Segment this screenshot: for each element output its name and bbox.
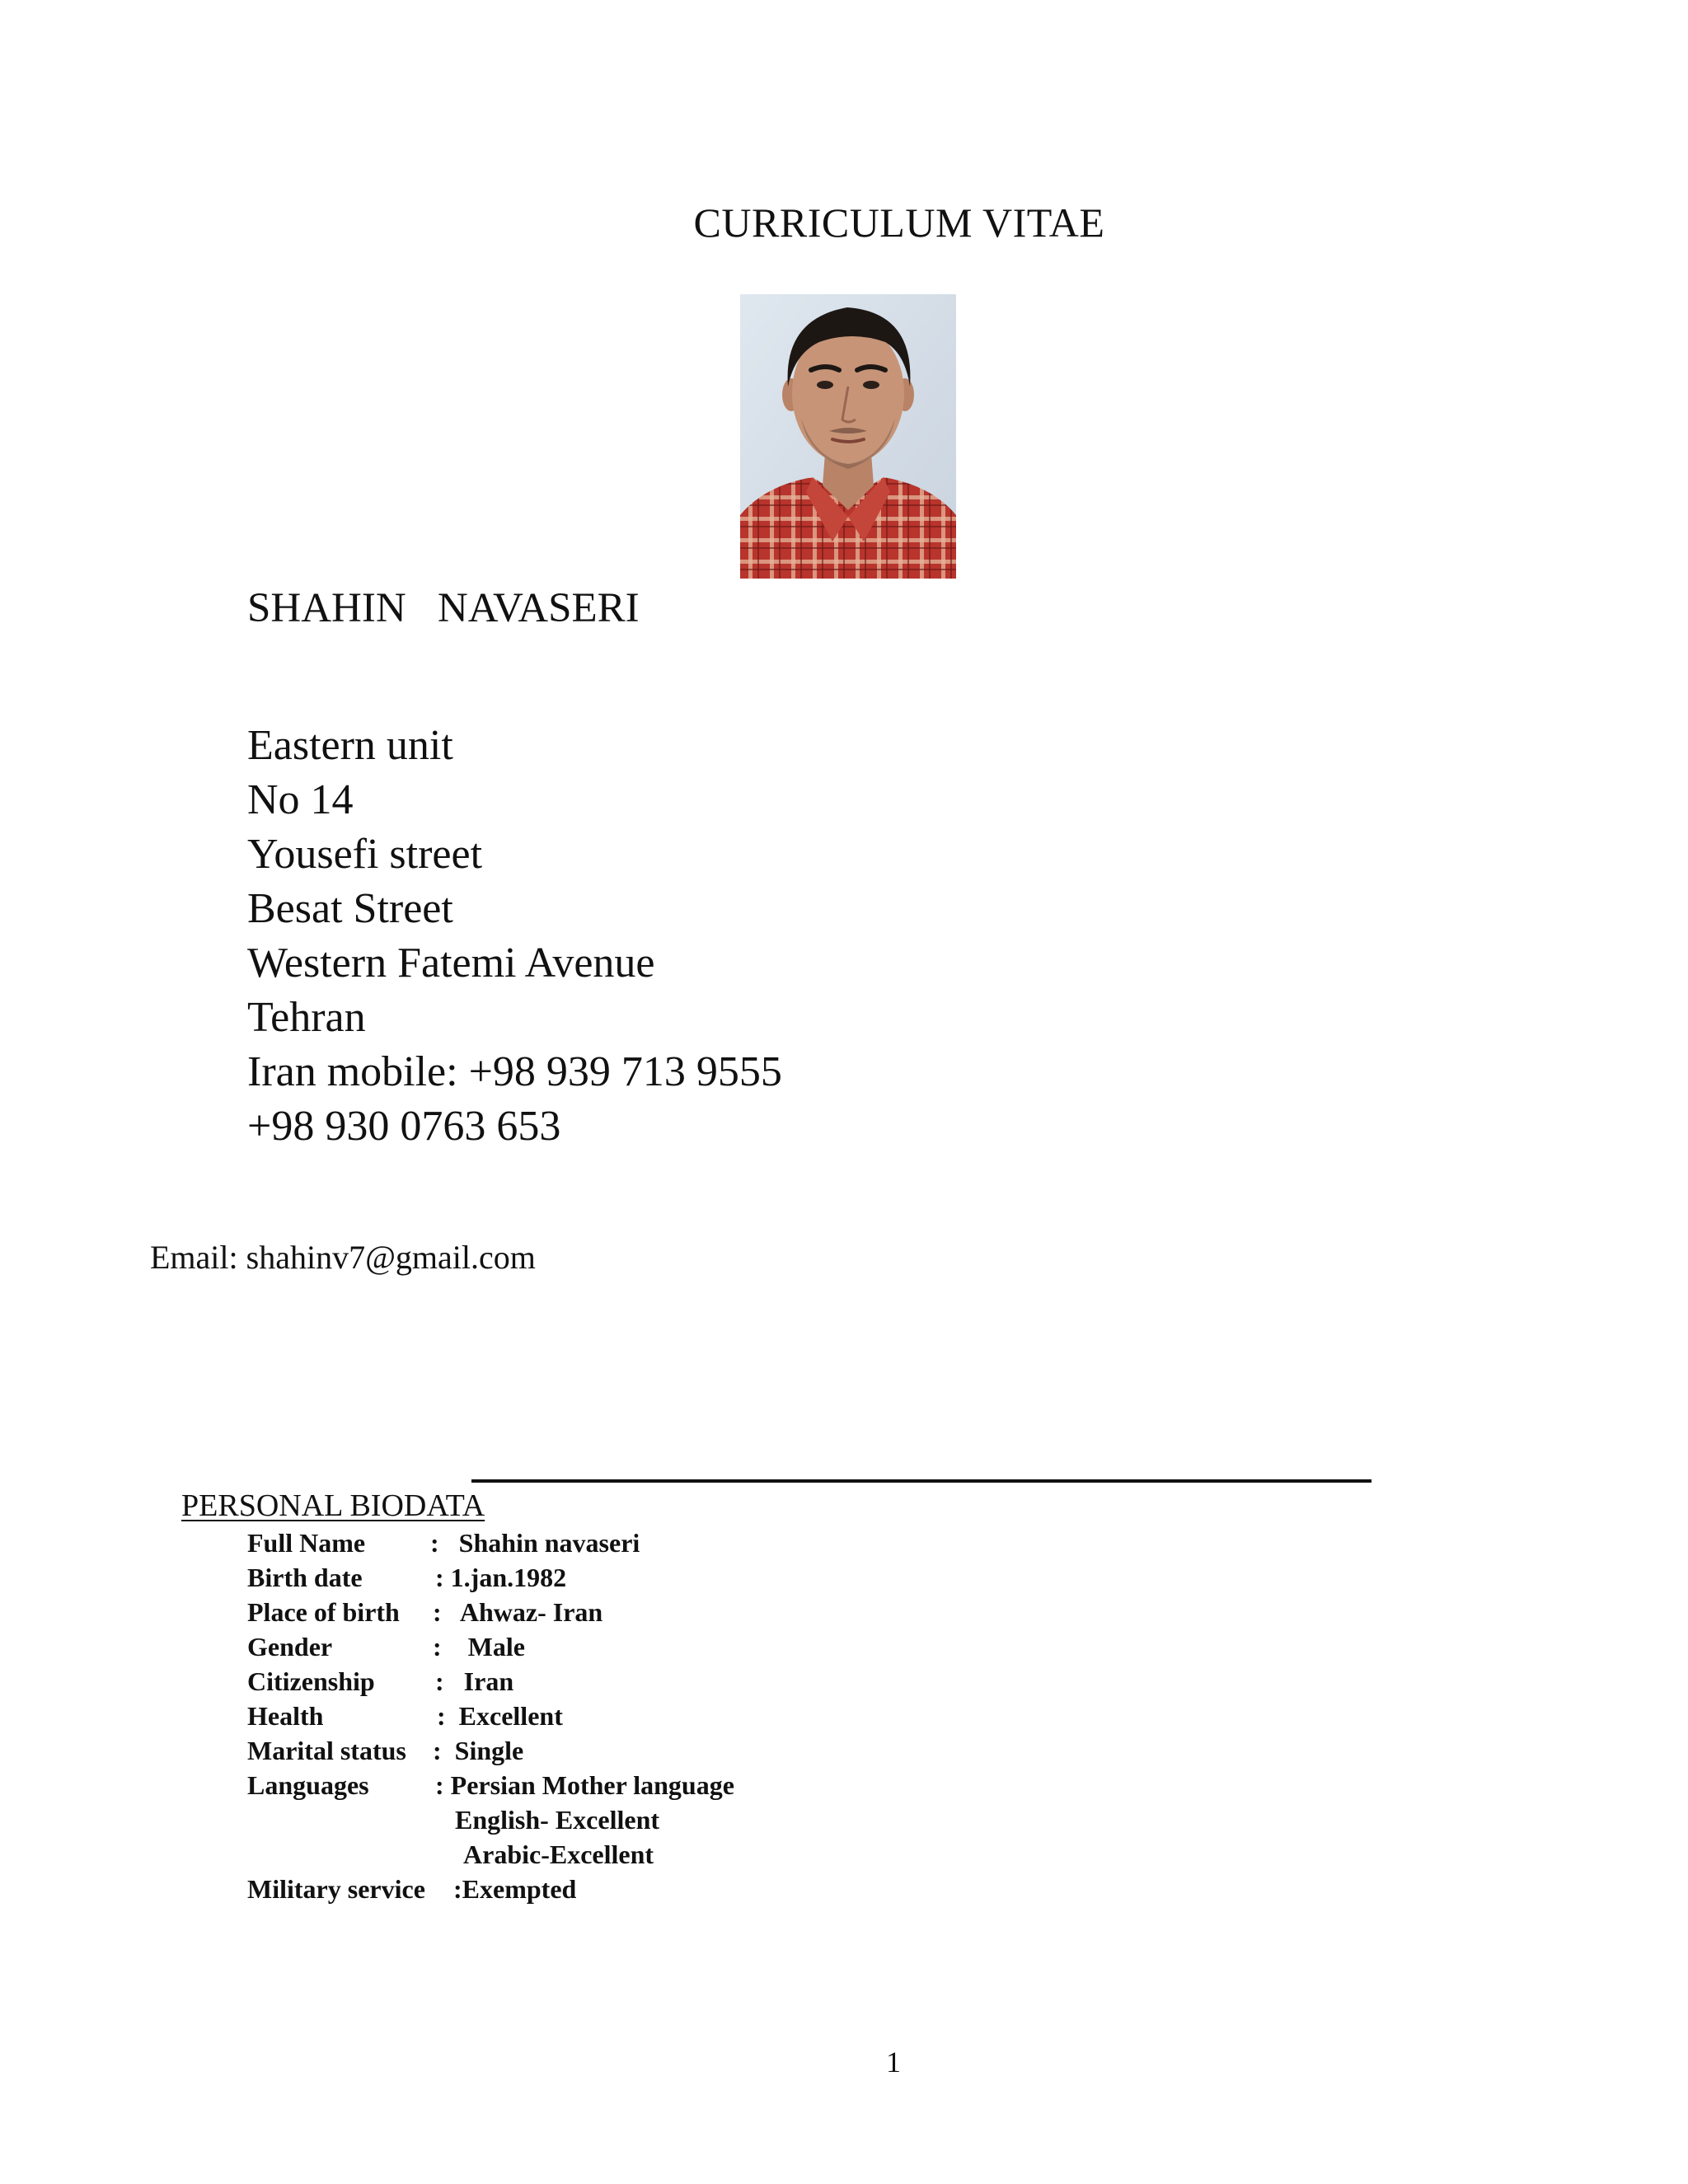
section-underline-rule [471, 1479, 1372, 1483]
biodata-value: : Persian Mother language [435, 1770, 734, 1800]
document-title: CURRICULUM VITAE [693, 199, 1105, 246]
address-line: No 14 [247, 776, 354, 823]
biodata-row-languages-continued [247, 1802, 660, 1837]
biodata-row-gender [247, 1629, 525, 1664]
biodata-value: : Shahin navaseri [430, 1528, 640, 1558]
biodata-value: : Male [433, 1632, 525, 1661]
candidate-name: SHAHIN NAVASERI [247, 585, 640, 631]
biodata-value: :Exempted [453, 1874, 577, 1904]
biodata-row-birth-date [247, 1560, 567, 1595]
address-line: Tehran [247, 994, 366, 1041]
biodata-value: : Excellent [437, 1701, 563, 1731]
biodata-value: : Iran [435, 1666, 514, 1696]
biodata-value: English- Excellent [455, 1805, 660, 1835]
section-heading-text: PERSONAL BIODATA [181, 1488, 485, 1523]
biodata-row-languages [247, 1768, 734, 1802]
portrait-photo [740, 294, 956, 579]
biodata-value: : 1.jan.1982 [435, 1563, 567, 1592]
biodata-label: Citizenship [247, 1666, 375, 1696]
phone-secondary-line: +98 930 0763 653 [247, 1103, 561, 1150]
address-line: Western Fatemi Avenue [247, 940, 655, 987]
biodata-label: Health [247, 1701, 324, 1731]
phone-mobile-line: Iran mobile: +98 939 713 9555 [247, 1048, 782, 1095]
page-number: 1 [886, 2046, 901, 2079]
biodata-label: Place of birth [247, 1597, 400, 1627]
biodata-row-languages-continued [247, 1837, 654, 1872]
biodata-row-marital-status [247, 1733, 524, 1768]
biodata-value: : Ahwaz- Iran [433, 1597, 603, 1627]
biodata-label: Full Name [247, 1528, 366, 1558]
biodata-label: Marital status [247, 1736, 406, 1765]
biodata-value: : Single [433, 1736, 524, 1765]
biodata-row-place-of-birth [247, 1595, 603, 1629]
biodata-row-military-service [247, 1872, 577, 1906]
biodata-label: Birth date [247, 1563, 363, 1592]
address-line: Eastern unit [247, 722, 453, 769]
address-line: Besat Street [247, 885, 453, 932]
email-line: Email: shahinv7@gmail.com [150, 1239, 536, 1276]
biodata-label: Languages [247, 1770, 369, 1800]
address-line: Yousefi street [247, 831, 483, 878]
biodata-row-citizenship [247, 1664, 514, 1699]
biodata-row-full-name [247, 1526, 640, 1560]
biodata-label: Military service [247, 1874, 425, 1904]
biodata-row-health [247, 1699, 563, 1733]
biodata-list [247, 1526, 734, 1906]
biodata-label: Gender [247, 1632, 333, 1661]
address-block [247, 719, 782, 1154]
biodata-value: Arabic-Excellent [463, 1840, 654, 1869]
